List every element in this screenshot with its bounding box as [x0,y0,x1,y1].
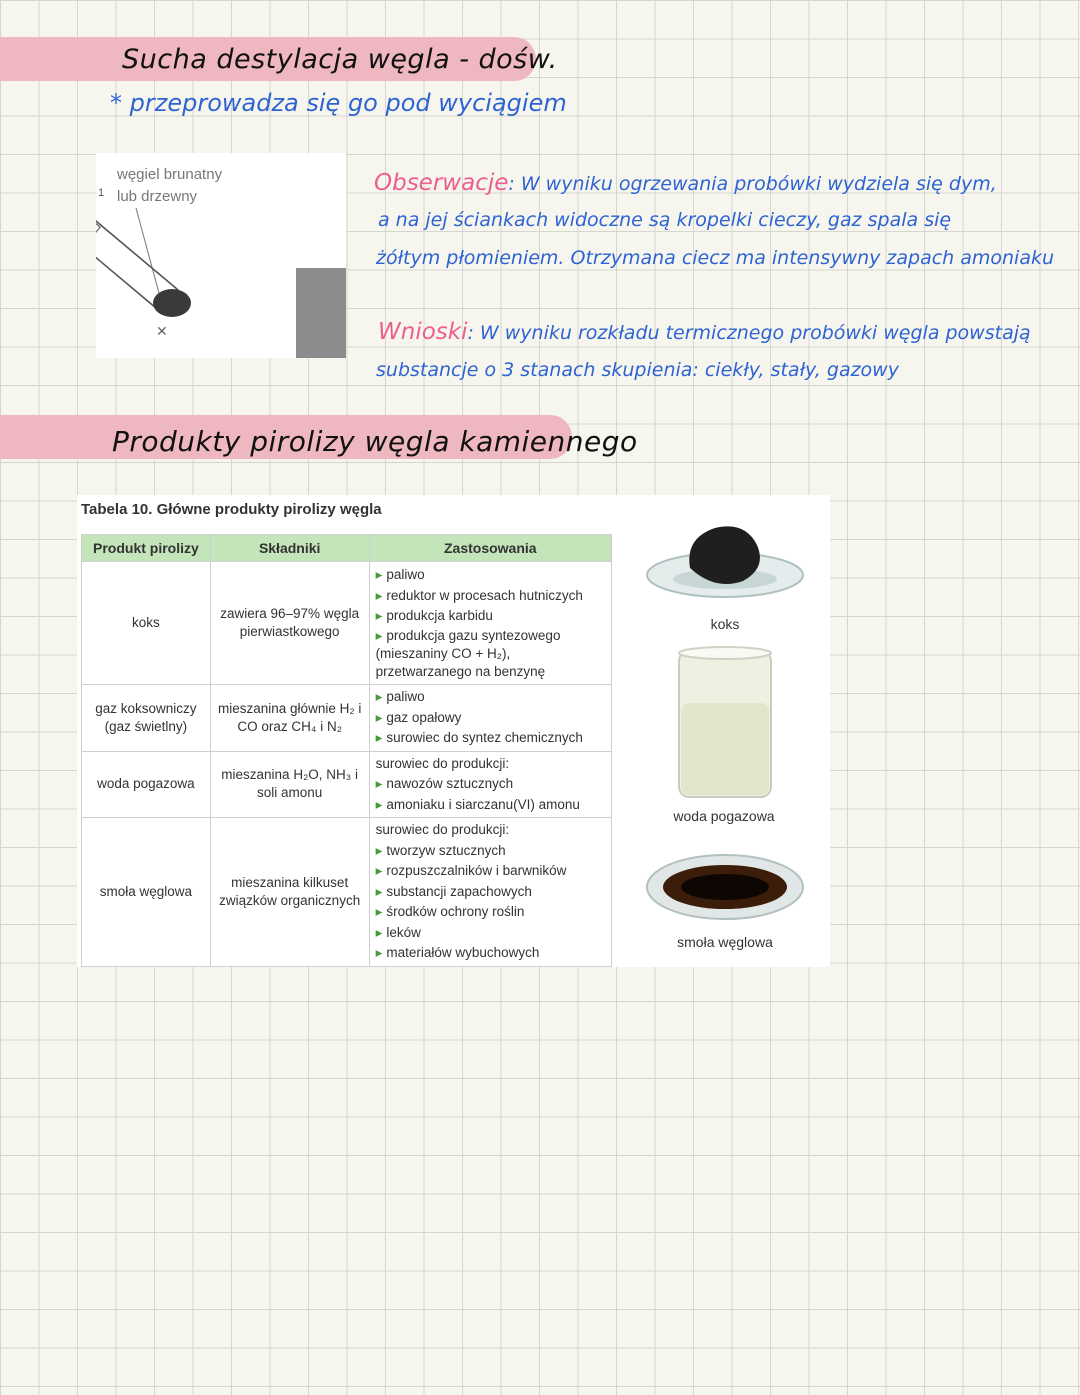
product-cell: gaz koksowniczy (gaz świetlny) [82,685,211,752]
gas-water-photo [645,643,805,803]
coke-photo [645,513,805,613]
coal-sample-icon [153,289,191,317]
coal-label-line2: lub drzewny [117,188,198,205]
observations-line3: żółtym płomieniem. Otrzymana ciecz ma intensywny zapach amoniaku [376,247,1055,269]
use-item: ▸ produkcja karbidu [376,606,605,627]
use-item: ▸ paliwo [376,687,605,708]
section1-title: Sucha destylacja węgla - dośw. [122,44,558,75]
use-item: ▸ materiałów wybuchowych [376,943,605,964]
flame-icon: ✕ [156,323,168,339]
use-item: ▸ surowiec do syntez chemicznych [376,728,605,749]
photo-caption-smola: smoła węglowa [677,934,773,950]
header-product: Produkt pirolizy [82,535,211,562]
uses-cell [369,751,611,818]
photo-caption-woda: woda pogazowa [673,808,775,824]
table-row [82,751,612,818]
use-item: ▸ rozpuszczalników i barwników [376,861,605,882]
use-lead: surowiec do produkcji: [375,755,510,771]
uses-cell [369,562,611,685]
use-item: ▸ substancji zapachowych [376,882,605,903]
use-item: ▸ reduktor w procesach hutniczych [376,586,605,607]
use-item: ▸ środków ochrony roślin [376,902,605,923]
uses-cell [369,685,611,752]
components-cell: mieszanina głównie H₂ i CO oraz CH₄ i N₂ [210,685,369,752]
use-item: ▸ paliwo [376,565,605,586]
components-cell: mieszanina kilkuset związków organicznych [210,818,369,967]
use-item: ▸ leków [376,923,605,944]
coal-label-line1: węgiel brunatny [117,166,223,183]
observations-line1 [374,165,997,203]
use-item: ▸ tworzyw sztucznych [376,841,605,862]
table-row [82,562,612,685]
test-tube-illustration [96,153,346,358]
use-lead: surowiec do produkcji: [375,822,510,837]
uses-cell [369,818,611,967]
components-cell: mieszanina H₂O, NH₃ i soli amonu [210,751,369,818]
table-row [82,818,612,967]
conclusions-text1: : W wyniku rozkładu termicznego probówki węgla powstają [467,322,1031,344]
conclusions-line2: substancje o 3 stanach skupienia: ciekły, stały, gazowy [376,359,899,381]
table-row [82,685,612,752]
observations-label: Obserwacje [374,170,509,196]
observations-line2: a na jej ściankach widoczne są kropelki cieczy, gaz spala się [378,209,952,231]
product-cell: woda pogazowa [82,751,211,818]
table-header-row [82,535,612,562]
coal-tar-photo [645,843,805,933]
pyrolysis-products-panel [77,495,830,967]
product-cell: smoła węglowa [82,818,211,967]
use-item: ▸ nawozów sztucznych [376,774,605,795]
product-cell: koks [82,562,211,685]
section1-note: * przeprowadza się go pod wyciągiem [110,89,567,117]
header-uses: Zastosowania [369,535,611,562]
use-item: ▸ amoniaku i siarczanu(VI) amonu [376,795,605,816]
figure-marker: 1 [98,187,105,199]
components-cell: zawiera 96–97% węgla pierwiastkowego [210,562,369,685]
conclusions-line1 [378,314,1031,352]
use-item: ▸ gaz opałowy [376,708,605,729]
table-caption: Tabela 10. Główne produkty pirolizy węgla [81,501,382,518]
use-item: ▸ produkcja gazu syntezowego (mieszaniny CO + H₂), przetwarzanego na benzynę [376,627,605,681]
photo-caption-koks: koks [710,616,740,632]
stand-block [296,268,346,358]
section2-title: Produkty pirolizy węgla kamiennego [112,425,638,458]
observations-text1: : W wyniku ogrzewania probówki wydziela się dym, [508,173,997,195]
pyrolysis-table [81,534,612,967]
conclusions-label: Wnioski [378,319,468,345]
header-components: Składniki [210,535,369,562]
